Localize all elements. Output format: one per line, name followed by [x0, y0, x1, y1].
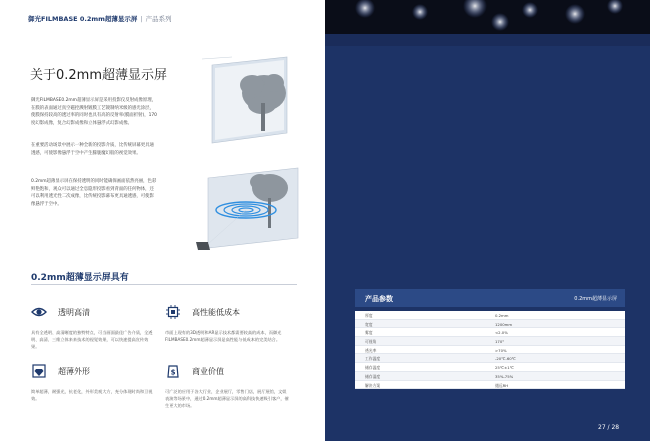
spec-value: 0.2mm [495, 313, 509, 318]
table-row [355, 311, 625, 320]
eye-icon [31, 304, 47, 320]
table-row [355, 381, 625, 390]
screen-tree-image [192, 55, 300, 145]
gem-icon [31, 363, 47, 379]
table-row [355, 337, 625, 346]
spec-key: 可视角 [365, 339, 377, 345]
table-row [355, 320, 625, 329]
feature-desc: 可广泛的应用于各大行业，企业展厅，零售门店，展厅展馆，文娱表演等场景中，通过0.2mm超薄显示屏的高科技快速吸引客户，催生更大的市场。 [165, 389, 289, 408]
spec-value: -20℃-60℃ [495, 356, 516, 362]
spec-key: 宽度 [365, 321, 373, 327]
page-number: 27 / 28 [598, 424, 620, 431]
header-separator: | [140, 15, 143, 23]
spec-value: <2.0% [495, 330, 508, 336]
spec-key: 解决方案 [365, 382, 381, 388]
projection-ripple-image [178, 158, 308, 258]
svg-text:$: $ [170, 368, 176, 377]
spec-value: 25℃±1℃ [495, 365, 514, 371]
table-row [355, 328, 625, 337]
spec-key: 工作温度 [365, 356, 381, 362]
dollar-icon [165, 363, 181, 379]
header [28, 14, 172, 23]
spec-key: 储存湿度 [365, 373, 381, 379]
feature-title: 商业价值 [192, 367, 224, 376]
right-page [325, 0, 650, 441]
intro-paragraph-2: 在重要活动场景中展示一种全新的投影介质，比传统屏幕更具通透感，可使影像悬浮于空中产生朦胧魔幻般的视觉效果。 [31, 143, 154, 156]
spec-key: 雾度 [365, 330, 373, 336]
spec-key: 厚度 [365, 313, 373, 318]
intro-paragraph-3: 0.2mm超薄显示屏在保持透明的同时能确保画面依然亮丽，色彩鲜艳饱和，观众可以通过全息隐形投影看到背面的任何物体，还可以利用透光性二次成像，比传统投影幕布更具通透感，可使影像悬浮于空中。 [31, 179, 157, 207]
spec-key: 储存温度 [365, 365, 381, 371]
category-label: 产品系列 [145, 15, 172, 23]
spec-value: 1200mm [495, 321, 513, 327]
intro-paragraph-1: 御光FILMBASE0.2mm超薄显示屏是采用投影仪反射成像原理，在膜的表面通过真空磁控溅射镀膜工艺镀制纳米级的感光涂层，使膜保持较高的透过率的同时也具有高的反射率(膜面折射)，170度幻影成像，复合幻影成像和立体悬浮式幻影成像。 [31, 98, 157, 126]
chip-icon [165, 304, 181, 320]
section-heading: 0.2mm超薄显示屏具有 [31, 273, 129, 283]
feature-desc: 简单超薄，耐强光，抗老化，外形美观大方，充分体现时尚和卫视效。 [31, 389, 153, 401]
table-row [355, 346, 625, 355]
spec-value: 170° [495, 339, 505, 345]
spec-table [355, 311, 625, 389]
page-title: 关于0.2mm超薄显示屏 [30, 68, 168, 83]
spec-header [355, 289, 625, 307]
section-divider [31, 284, 297, 285]
brand-title: 御光FILMBASE 0.2mm超薄显示屏 [28, 15, 138, 23]
table-row [355, 354, 625, 363]
feature-title: 透明高清 [58, 308, 90, 317]
spec-value: 35%-75% [495, 373, 514, 379]
spec-value: >70% [495, 347, 507, 353]
spec-value: 遇远RH [495, 382, 509, 388]
feature-desc: 市面上现有的3D透明和AR显示技术都需要较高的成本，而御光FILMBASE0.2mm超薄显示屏是高性能与低成本的完美结合。 [165, 330, 282, 342]
table-row [355, 372, 625, 381]
spec-title: 产品参数 [365, 295, 393, 303]
feature-desc: 具有全透明、高清晰度的独特特点，可当画面最佳广告介质，全透明、高清、三维立体来来技术的视觉效果，可以快速提高宣传效果。 [31, 330, 153, 349]
spec-subtitle: 0.2mm超薄显示屏 [574, 296, 617, 302]
stage-lights-image [325, 0, 650, 46]
feature-title: 高性能低成本 [192, 308, 240, 317]
spec-key: 透光率 [365, 347, 377, 353]
table-row [355, 363, 625, 372]
feature-title: 超薄外形 [58, 367, 90, 376]
